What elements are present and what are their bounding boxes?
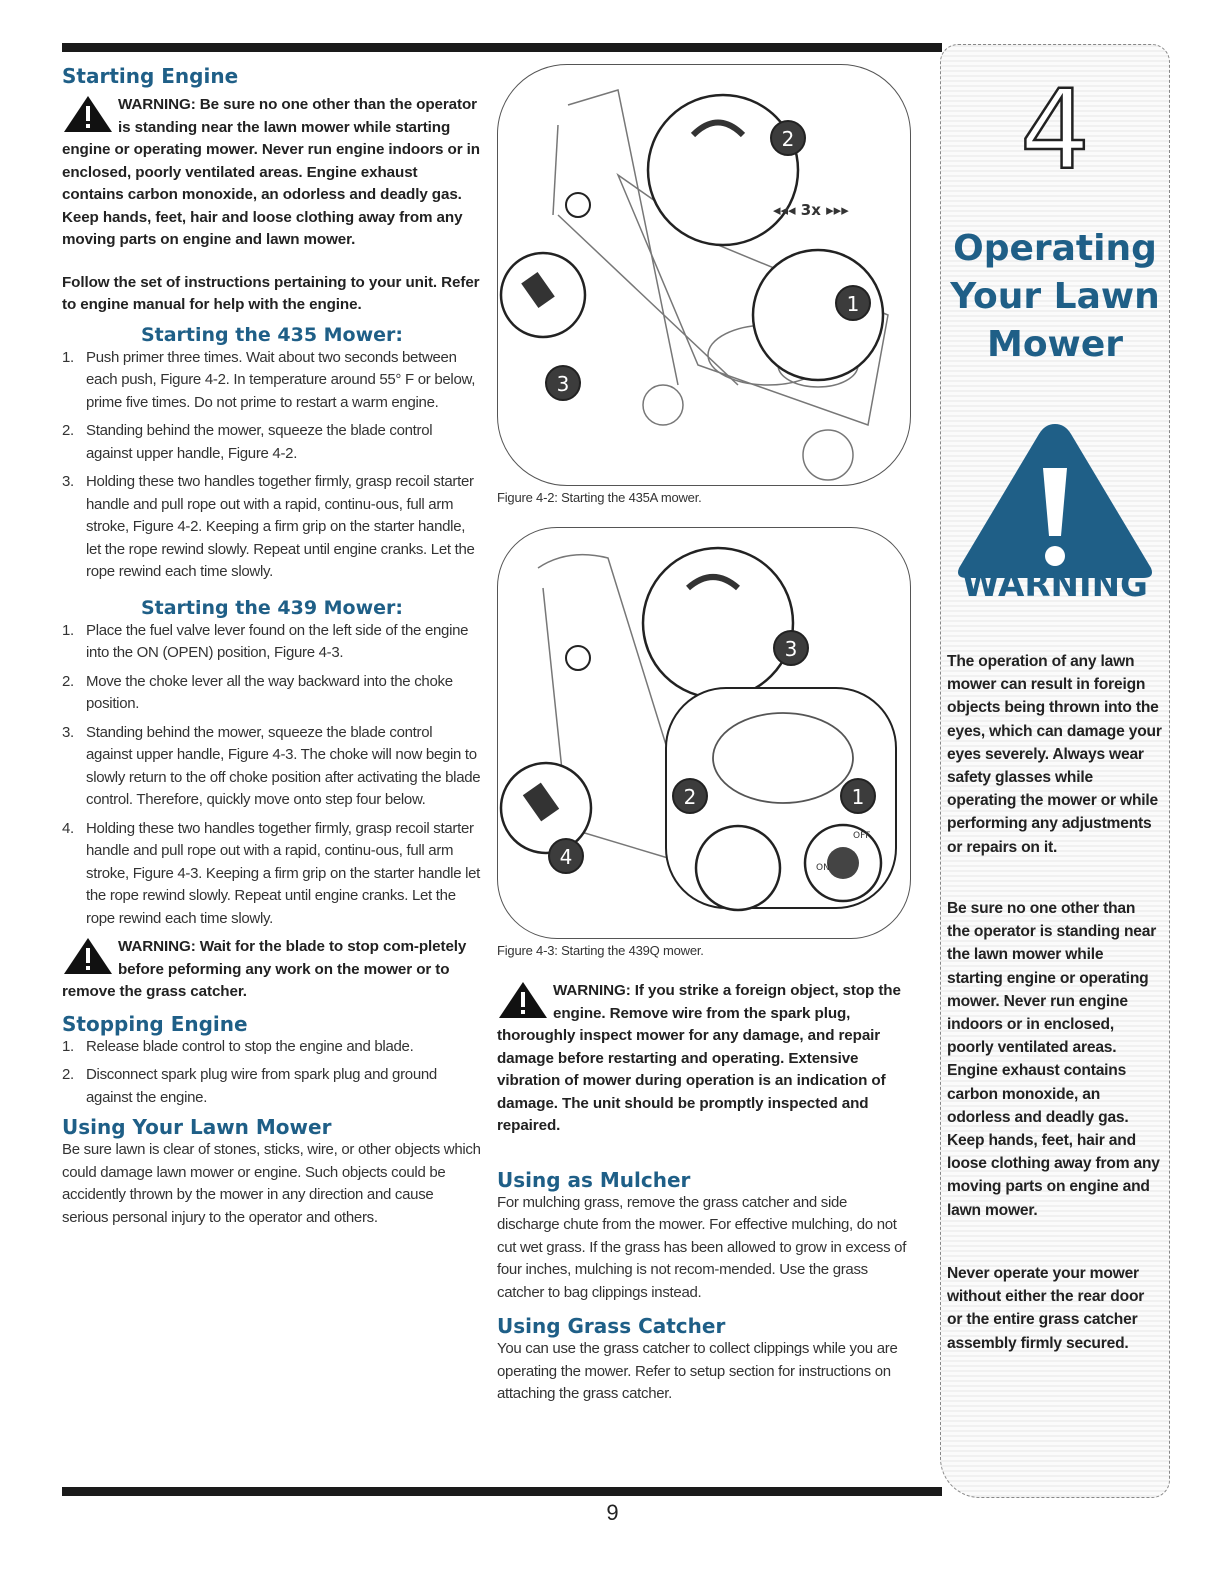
sidebar-paragraph-3: Never operate your mower without either the rear door or the entire grass catcher assembly firmly secured.: [947, 1265, 1145, 1352]
grass-catcher-text: You can use the grass catcher to collect clippings while you are operating the mower. Refer to setup section for instructions on attaching the grass catcher.: [497, 1340, 898, 1402]
mower-439-illustration: [498, 528, 910, 938]
warning-text: WARNING: If you strike a foreign object, stop the engine. Remove wire from the spark plug, thoroughly inspect mower for any damage, and repair damage before restarting and operating. Extensive vibration of mower during operation is an indication of damage. The unit should be promptly inspected and repaired.: [497, 982, 901, 1134]
svg-text:1: 1: [851, 785, 865, 809]
list-item: 3. Standing behind the mower, squeeze the blade control against upper handle, Figure 4-3. The choke will now begin to slowly return to the off choke position after activating the blade control. Therefore, quickly move onto step four below.: [62, 723, 481, 808]
starting-engine-warning: [62, 94, 482, 252]
sidebar-paragraph-2: Be sure no one other than the operator is standing near the lawn mower while starting engine or operating mower. Never run engine indoors or in enclosed, poorly ventilated areas. Engine exhaust contains carbon monoxide, an odorless and deadly gas. Keep hands, feet, hair and loose clothing away from any moving parts on engine and lawn mower.: [947, 900, 1160, 1219]
fig43-callout-4: [549, 839, 583, 873]
fig42-callout-1: [836, 286, 870, 320]
svg-text:4: 4: [1020, 76, 1090, 176]
fig43-callout-2: [673, 779, 707, 813]
list-item: 1. Release blade control to stop the engine and blade.: [62, 1037, 414, 1055]
figure-4-3: [497, 527, 911, 939]
mower-435-steps: [62, 347, 482, 584]
warning-triangle-icon: [955, 418, 1155, 583]
mulcher-text: For mulching grass, remove the grass catcher and side discharge chute from the mower. For effective mulching, do not cut wet grass. If the grass has been allowed to grow in excess of four inches, mulching is not recom-mended. Use the grass catcher to bag clippings instead.: [497, 1193, 907, 1301]
grass-catcher-heading: Using Grass Catcher: [497, 1314, 726, 1338]
fig42-callout-2: [771, 121, 805, 155]
svg-text:OFF: OFF: [853, 831, 871, 841]
mower-439-heading: Starting the 439 Mower:: [140, 596, 404, 619]
chapter-title: [942, 225, 1168, 369]
foreign-object-warning: [497, 980, 912, 1138]
fig42-callout-3: [546, 366, 580, 400]
chapter-number: [1010, 76, 1100, 176]
left-column: [62, 64, 482, 1229]
blade-warning: [62, 936, 482, 1004]
mower-439-steps: [62, 620, 482, 931]
sidebar-warning-title: WARNING: [962, 565, 1148, 605]
warning-triangle-icon: [62, 936, 114, 976]
title-line: Your Lawn: [950, 276, 1160, 317]
svg-text:3: 3: [556, 372, 570, 396]
list-item: 4. Holding these two handles together firmly, grasp recoil starter handle and pull rope out with a rapid, continu-ous, full arm stroke, Figure 4-3. Keeping a firm grip on the starter handle let the rope rewind slowly. Repeat until engine cranks. Let the rope rewind each time slowly.: [62, 819, 481, 927]
figure-4-2-caption: Figure 4-2: Starting the 435A mower.: [497, 490, 702, 505]
title-line: Mower: [987, 324, 1123, 365]
stopping-engine-heading: Stopping Engine: [62, 1011, 248, 1036]
title-line: Operating: [953, 228, 1157, 269]
bottom-rule: [62, 1487, 942, 1496]
svg-text:ON: ON: [816, 863, 830, 873]
mower-435-illustration: [498, 65, 910, 485]
warning-triangle-icon: [497, 980, 549, 1020]
warning-triangle-icon: [62, 94, 114, 134]
list-item: 1. Push primer three times. Wait about two seconds between each push, Figure 4-2. In temperature around 55° F or below, prime five times. Do not prime to restart a warm engine.: [62, 348, 476, 411]
figure-4-3-caption: Figure 4-3: Starting the 439Q mower.: [497, 943, 704, 958]
warning-text: WARNING: Wait for the blade to stop com-pletely before peforming any work on the mower or to remove the grass catcher.: [62, 938, 467, 1000]
list-item: 2. Standing behind the mower, squeeze the blade control against upper handle, Figure 4-2.: [62, 422, 433, 462]
svg-text:3: 3: [784, 637, 798, 661]
warning-text: WARNING: Be sure no one other than the operator is standing near the lawn mower while starting engine or operating mower. Never run engine indoors or in enclosed, poorly ventilated areas. Engine exhaust contains carbon monoxide, an odorless and deadly gas. Keep hands, feet, hair and loose clothing away from any moving parts on engine and lawn mower.: [62, 96, 480, 248]
primer-3x-tag: ◂◂◂ 3x ▸▸▸: [773, 201, 849, 219]
page-number: 9: [606, 1500, 619, 1525]
follow-instructions: Follow the set of instructions pertaining to your unit. Refer to engine manual for help with the engine.: [62, 273, 480, 313]
top-rule: [62, 43, 942, 52]
stopping-steps: [62, 1036, 482, 1110]
middle-column: [497, 64, 912, 1406]
svg-text:2: 2: [781, 127, 795, 151]
list-item: 3. Holding these two handles together firmly, grasp recoil starter handle and pull rope out with a rapid, continu-ous, full arm stroke, Figure 4-2. Keeping a firm grip on the starter handle, let the rope rewind slowly. Repeat until engine cranks. Let the rope rewind each time slowly.: [62, 473, 475, 580]
mulcher-heading: Using as Mulcher: [497, 1167, 691, 1192]
starting-engine-heading: Starting Engine: [62, 64, 239, 88]
svg-text:1: 1: [846, 292, 860, 316]
fig43-callout-1: [841, 779, 875, 813]
list-item: 2. Disconnect spark plug wire from spark plug and ground against the engine.: [62, 1066, 437, 1106]
list-item: 2. Move the choke lever all the way backward into the choke position.: [62, 672, 453, 712]
using-lawn-mower-text: Be sure lawn is clear of stones, sticks, wire, or other objects which could damage lawn mower or engine. Such objects could be accidently thrown by the mower in any direction and cause serious personal injury to the operator and others.: [62, 1141, 481, 1226]
fig43-callout-3: [774, 631, 808, 665]
sidebar-paragraph-1: The operation of any lawn mower can result in foreign objects being thrown into the eyes, which can damage your eyes severely. Always wear safety glasses while operating the mower or while performing any adjustments or repairs on it.: [947, 653, 1162, 856]
figure-4-2: [497, 64, 911, 486]
list-item: 1. Place the fuel valve lever found on the left side of the engine into the ON (OPEN) position, Figure 4-3.: [62, 621, 469, 661]
mower-435-heading: Starting the 435 Mower:: [140, 323, 404, 346]
svg-text:2: 2: [683, 785, 697, 809]
svg-text:4: 4: [559, 845, 573, 869]
using-lawn-mower-heading: Using Your Lawn Mower: [62, 1115, 332, 1139]
